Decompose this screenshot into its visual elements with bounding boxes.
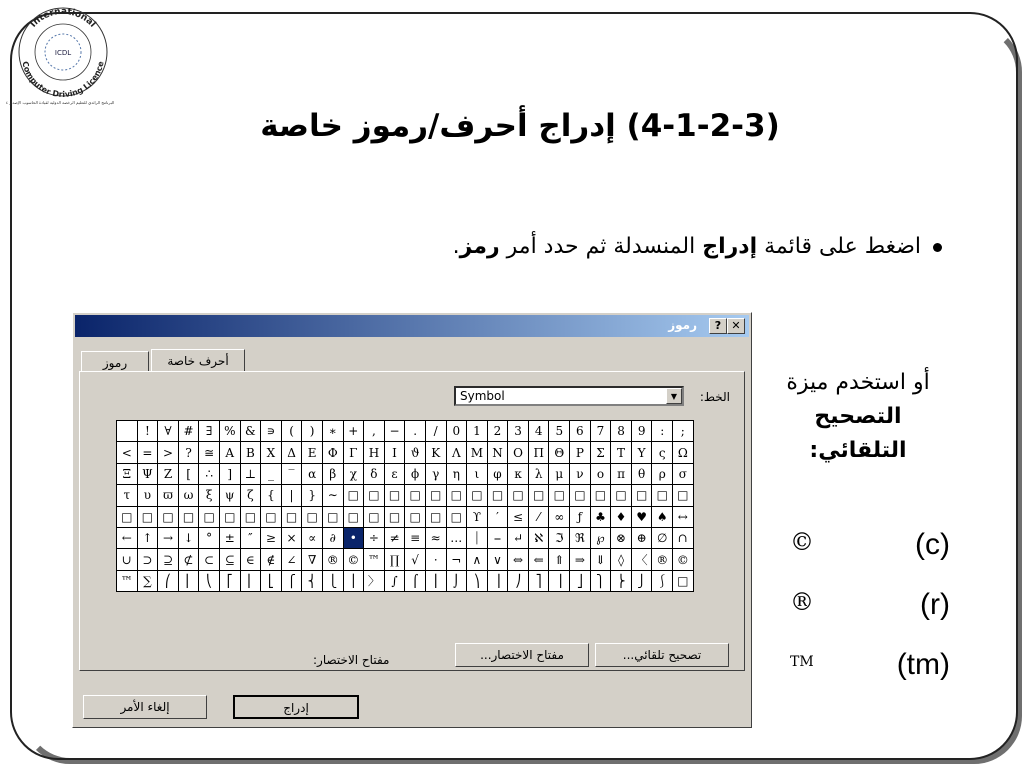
symbol-cell[interactable]: ♥ <box>631 506 652 527</box>
symbol-cell[interactable]: Ρ <box>570 442 591 463</box>
symbol-cell[interactable]: ◊ <box>611 549 632 570</box>
symbol-cell[interactable]: □ <box>467 485 488 506</box>
symbol-cell[interactable] <box>117 421 138 442</box>
symbol-cell[interactable]: η <box>446 463 467 484</box>
symbol-cell[interactable]: ⎢ <box>240 570 261 591</box>
symbol-cell[interactable]: ♦ <box>611 506 632 527</box>
symbol-cell[interactable]: Φ <box>322 442 343 463</box>
symbol-grid-row <box>117 421 694 442</box>
symbol-cell[interactable]: β <box>322 463 343 484</box>
symbol-cell[interactable]: ℘ <box>590 527 611 548</box>
svg-text:International <box>29 7 98 30</box>
symbol-cell[interactable]: □ <box>528 485 549 506</box>
symbol-cell[interactable]: ≅ <box>199 442 220 463</box>
symbol-cell[interactable]: ϖ <box>158 485 179 506</box>
symbol-cell[interactable]: ∫ <box>384 570 405 591</box>
help-button[interactable]: ? <box>709 318 727 334</box>
symbol-cell[interactable]: Α <box>219 442 240 463</box>
symbol-cell[interactable]: ∇ <box>302 549 323 570</box>
symbol-cell[interactable]: … <box>446 527 467 548</box>
svg-text:Computer Driving Licence <box>20 60 105 99</box>
symbol-cell[interactable]: ⇒ <box>570 549 591 570</box>
symbol-cell[interactable]: □ <box>631 485 652 506</box>
symbol-cell[interactable]: 8 <box>611 421 632 442</box>
symbol-cell[interactable]: ‾ <box>281 463 302 484</box>
symbol-cell[interactable]: □ <box>384 485 405 506</box>
autocorrect-note-line-2: التصحيح <box>814 404 902 429</box>
symbol-cell-selected[interactable]: • <box>343 527 364 548</box>
symbol-cell[interactable]: □ <box>673 485 694 506</box>
symbol-cell[interactable]: ] <box>219 463 240 484</box>
icdl-logo <box>8 4 118 112</box>
symbol-cell[interactable]: ⊄ <box>178 549 199 570</box>
symbol-cell[interactable]: ∝ <box>302 527 323 548</box>
symbol-cell[interactable]: □ <box>117 506 138 527</box>
symbol-cell[interactable]: Ν <box>487 442 508 463</box>
bullet-dot-icon <box>933 243 942 252</box>
symbol-cell[interactable]: ⊥ <box>240 463 261 484</box>
symbol-cell[interactable]: ∀ <box>158 421 179 442</box>
symbol-cell[interactable]: 5 <box>549 421 570 442</box>
symbol-cell[interactable]: + <box>343 421 364 442</box>
symbol-cell[interactable]: > <box>158 442 179 463</box>
instruction-bullet <box>453 234 942 259</box>
symbol-cell[interactable]: 〈 <box>631 549 652 570</box>
symbol-cell[interactable]: ϕ <box>405 463 426 484</box>
symbol-cell[interactable]: ⎭ <box>631 570 652 591</box>
symbol-cell[interactable]: ∼ <box>322 485 343 506</box>
symbol-cell[interactable]: ϒ <box>467 506 488 527</box>
registered-symbol: ® <box>790 588 814 616</box>
symbol-cell[interactable]: ⇔ <box>508 549 529 570</box>
symbol-cell[interactable]: Ε <box>302 442 323 463</box>
symbol-cell[interactable]: ⊇ <box>158 549 179 570</box>
symbol-cell[interactable]: ⁄ <box>528 506 549 527</box>
symbol-cell[interactable]: ∴ <box>199 463 220 484</box>
symbol-cell[interactable]: 6 <box>570 421 591 442</box>
symbol-cell[interactable]: ↵ <box>508 527 529 548</box>
symbol-cell[interactable]: ≥ <box>261 527 282 548</box>
symbol-grid-row <box>117 527 694 548</box>
symbol-cell[interactable]: α <box>302 463 323 484</box>
autocorrect-row-registered <box>790 588 950 628</box>
symbol-cell[interactable]: 3 <box>508 421 529 442</box>
symbol-cell[interactable]: ↑ <box>137 527 158 548</box>
symbol-cell[interactable]: ⎦ <box>570 570 591 591</box>
symbol-cell[interactable]: ⎣ <box>261 570 282 591</box>
symbol-cell[interactable]: ∧ <box>467 549 488 570</box>
symbol-cell[interactable]: ⎤ <box>528 570 549 591</box>
symbol-cell[interactable]: Θ <box>549 442 570 463</box>
symbol-cell[interactable]: Γ <box>343 442 364 463</box>
symbol-cell[interactable]: ™ <box>117 570 138 591</box>
symbol-grid-row <box>117 570 694 591</box>
symbol-cell[interactable]: ∑ <box>137 570 158 591</box>
symbol-cell[interactable]: ≤ <box>508 506 529 527</box>
symbol-cell[interactable]: ƒ <box>570 506 591 527</box>
symbol-cell[interactable]: ( <box>281 421 302 442</box>
font-label: الخط: <box>699 390 730 404</box>
symbol-cell[interactable]: □ <box>549 485 570 506</box>
symbol-cell[interactable]: ι <box>467 463 488 484</box>
symbol-cell[interactable]: χ <box>343 463 364 484</box>
symbol-cell[interactable]: Υ <box>631 442 652 463</box>
symbol-cell[interactable]: □ <box>261 506 282 527</box>
symbol-cell[interactable]: ⌠ <box>405 570 426 591</box>
bullet-text-1: اضغط على قائمة <box>757 234 921 259</box>
symbol-grid-row <box>117 463 694 484</box>
symbol-cell[interactable]: × <box>281 527 302 548</box>
logo-center-text: ICDL <box>54 49 72 57</box>
symbol-cell[interactable]: Δ <box>281 442 302 463</box>
symbol-cell[interactable]: □ <box>570 485 591 506</box>
symbol-cell[interactable]: □ <box>281 506 302 527</box>
symbol-cell[interactable]: ς <box>652 442 673 463</box>
copyright-symbol: © <box>790 528 814 556</box>
symbol-grid-row <box>117 549 694 570</box>
symbol-cell[interactable]: Ω <box>673 442 694 463</box>
symbol-cell[interactable]: ⇓ <box>590 549 611 570</box>
symbol-cell[interactable]: ∩ <box>673 527 694 548</box>
symbol-cell[interactable]: _ <box>261 463 282 484</box>
symbol-cell[interactable]: □ <box>405 485 426 506</box>
symbol-cell[interactable]: ⊗ <box>611 527 632 548</box>
bullet-text-2: المنسدلة ثم حدد أمر <box>499 234 703 259</box>
symbol-cell[interactable]: υ <box>137 485 158 506</box>
autocorrect-note-line-3: التلقائي: <box>809 438 907 463</box>
symbol-cell[interactable]: □ <box>364 506 385 527</box>
symbol-cell[interactable]: ζ <box>240 485 261 506</box>
symbol-grid-row <box>117 442 694 463</box>
symbol-cell[interactable]: τ <box>117 485 138 506</box>
symbol-cell[interactable]: ⌡ <box>446 570 467 591</box>
symbol-cell[interactable]: ∂ <box>322 527 343 548</box>
symbol-cell[interactable]: ε <box>384 463 405 484</box>
dialog-title: رموز <box>668 318 697 332</box>
symbol-cell[interactable]: ← <box>117 527 138 548</box>
symbol-cell[interactable]: ∉ <box>261 549 282 570</box>
symbol-cell[interactable]: ⎰ <box>652 570 673 591</box>
insert-button[interactable]: إدراج <box>233 695 359 719</box>
symbol-cell[interactable]: Τ <box>611 442 632 463</box>
bullet-text-end: . <box>452 234 460 259</box>
symbol-cell[interactable]: φ <box>487 463 508 484</box>
symbol-cell[interactable]: ? <box>178 442 199 463</box>
tab-special-characters[interactable]: أحرف خاصة <box>151 349 245 372</box>
symbol-cell[interactable]: ⊕ <box>631 527 652 548</box>
symbol-cell[interactable]: □ <box>652 485 673 506</box>
symbol-cell[interactable]: γ <box>425 463 446 484</box>
symbol-cell[interactable]: □ <box>425 485 446 506</box>
symbol-cell[interactable]: ⎯ <box>487 527 508 548</box>
symbol-cell[interactable]: ⎞ <box>467 570 488 591</box>
symbol-cell[interactable]: Χ <box>261 442 282 463</box>
symbol-cell[interactable]: θ <box>631 463 652 484</box>
symbol-cell[interactable]: □ <box>508 485 529 506</box>
symbol-cell[interactable]: ≡ <box>405 527 426 548</box>
trademark-symbol: TM <box>790 654 814 670</box>
symbol-cell[interactable]: ∏ <box>384 549 405 570</box>
symbol-cell[interactable]: % <box>219 421 240 442</box>
symbol-cell[interactable]: ∞ <box>549 506 570 527</box>
symbol-cell[interactable]: ⇐ <box>528 549 549 570</box>
symbol-cell[interactable]: ∠ <box>281 549 302 570</box>
symbol-cell[interactable]: ♠ <box>652 506 673 527</box>
bullet-text-insert: إدراج <box>702 234 758 259</box>
registered-keys: (r) <box>920 588 950 621</box>
symbol-cell[interactable]: ⋅ <box>425 549 446 570</box>
symbol-cell[interactable]: 7 <box>590 421 611 442</box>
symbol-cell[interactable]: < <box>117 442 138 463</box>
symbol-cell[interactable]: & <box>240 421 261 442</box>
symbol-cell[interactable]: ⎬ <box>611 570 632 591</box>
symbol-cell[interactable]: ≈ <box>425 527 446 548</box>
symbol-cell[interactable]: ÷ <box>364 527 385 548</box>
symbol-cell[interactable]: □ <box>673 570 694 591</box>
logo-bottom-text: Computer Driving Licence <box>20 60 106 100</box>
symbol-cell[interactable]: □ <box>446 506 467 527</box>
symbol-cell[interactable]: σ <box>673 463 694 484</box>
symbol-cell[interactable]: □ <box>322 506 343 527</box>
symbol-cell[interactable]: δ <box>364 463 385 484</box>
symbol-cell[interactable]: ® <box>652 549 673 570</box>
symbol-cell[interactable]: = <box>137 442 158 463</box>
symbol-cell[interactable]: ω <box>178 485 199 506</box>
font-select-value: Symbol <box>460 389 505 403</box>
symbol-cell[interactable]: ϑ <box>405 442 426 463</box>
copyright-keys: (c) <box>915 528 950 561</box>
symbol-cell[interactable]: □ <box>487 485 508 506</box>
trademark-keys: (tm) <box>896 648 950 681</box>
symbols-panel <box>79 371 745 671</box>
symbol-cell[interactable]: □ <box>446 485 467 506</box>
symbol-cell[interactable]: ∅ <box>652 527 673 548</box>
symbol-cell[interactable]: ⎥ <box>549 570 570 591</box>
symbol-cell[interactable]: Ψ <box>137 463 158 484</box>
logo-caption: البرنامج الرائدي للتعليم الرخصة الدولية لقيادة الحاسوب الإصدار ٤ <box>5 100 115 105</box>
close-button[interactable]: ✕ <box>727 318 745 334</box>
symbol-cell[interactable]: ⎪ <box>343 570 364 591</box>
symbol-cell[interactable]: ⇑ <box>549 549 570 570</box>
symbol-cell[interactable]: ↔ <box>673 506 694 527</box>
symbol-cell[interactable]: Μ <box>467 442 488 463</box>
symbol-cell[interactable]: ¬ <box>446 549 467 570</box>
symbol-cell[interactable]: □ <box>405 506 426 527</box>
symbol-cell[interactable]: ↓ <box>178 527 199 548</box>
symbol-cell[interactable]: Ι <box>384 442 405 463</box>
symbol-cell[interactable]: } <box>302 485 323 506</box>
tab-symbols[interactable]: رموز <box>81 351 149 372</box>
symbol-cell[interactable]: ) <box>302 421 323 442</box>
shortcut-key-label: مفتاح الاختصار: <box>313 653 390 667</box>
symbol-cell[interactable]: ν <box>570 463 591 484</box>
symbol-cell[interactable]: 0 <box>446 421 467 442</box>
symbol-cell[interactable]: ∍ <box>261 421 282 442</box>
cancel-button[interactable]: إلغاء الأمر <box>83 695 207 719</box>
symbol-cell[interactable]: □ <box>302 506 323 527</box>
symbol-cell[interactable]: □ <box>158 506 179 527</box>
symbol-cell[interactable]: / <box>425 421 446 442</box>
symbol-cell[interactable]: ⎟ <box>487 570 508 591</box>
autocorrect-button[interactable]: تصحيح تلقائي... <box>595 643 729 667</box>
symbol-cell[interactable]: λ <box>528 463 549 484</box>
symbol-cell[interactable]: ∗ <box>322 421 343 442</box>
symbol-cell[interactable]: μ <box>549 463 570 484</box>
symbol-cell[interactable]: ⎡ <box>219 570 240 591</box>
symbol-cell[interactable]: 4 <box>528 421 549 442</box>
symbol-cell[interactable]: √ <box>405 549 426 570</box>
symbol-cell[interactable]: ; <box>673 421 694 442</box>
symbol-cell[interactable]: Ο <box>508 442 529 463</box>
symbol-cell[interactable]: Ζ <box>158 463 179 484</box>
symbol-cell[interactable]: ℑ <box>549 527 570 548</box>
symbol-cell[interactable]: 9 <box>631 421 652 442</box>
symbol-cell[interactable]: | <box>281 485 302 506</box>
symbol-cell[interactable]: ♣ <box>590 506 611 527</box>
symbol-cell[interactable]: ∨ <box>487 549 508 570</box>
shortcut-key-button[interactable]: مفتاح الاختصار... <box>455 643 589 667</box>
symbol-cell[interactable]: . <box>405 421 426 442</box>
symbol-cell[interactable]: ⎩ <box>322 570 343 591</box>
symbol-cell[interactable]: ™ <box>364 549 385 570</box>
symbol-cell[interactable]: π <box>611 463 632 484</box>
symbol-cell[interactable]: Σ <box>590 442 611 463</box>
symbol-cell[interactable]: ! <box>137 421 158 442</box>
symbol-cell[interactable]: Β <box>240 442 261 463</box>
symbol-dialog <box>72 312 752 728</box>
symbol-cell[interactable]: □ <box>384 506 405 527</box>
symbol-cell[interactable]: ψ <box>219 485 240 506</box>
symbol-grid-row <box>117 485 694 506</box>
symbol-cell[interactable]: ± <box>219 527 240 548</box>
symbol-cell[interactable]: □ <box>137 506 158 527</box>
symbol-cell[interactable]: ® <box>322 549 343 570</box>
symbol-cell[interactable]: ⎧ <box>281 570 302 591</box>
symbol-cell[interactable]: ⊃ <box>137 549 158 570</box>
autocorrect-row-copyright <box>790 528 950 568</box>
symbol-cell[interactable]: ⊂ <box>199 549 220 570</box>
symbol-cell[interactable]: □ <box>343 485 364 506</box>
symbol-cell[interactable]: □ <box>199 506 220 527</box>
symbol-cell[interactable]: : <box>652 421 673 442</box>
symbol-grid <box>116 420 694 592</box>
symbol-cell[interactable]: 2 <box>487 421 508 442</box>
symbol-cell[interactable]: ⎫ <box>590 570 611 591</box>
symbol-cell[interactable]: κ <box>508 463 529 484</box>
symbol-cell[interactable]: ⎠ <box>508 570 529 591</box>
symbol-cell[interactable]: Η <box>364 442 385 463</box>
symbol-cell[interactable]: ⊆ <box>219 549 240 570</box>
symbol-cell[interactable]: ° <box>199 527 220 548</box>
symbol-cell[interactable]: { <box>261 485 282 506</box>
symbol-cell[interactable]: ⎮ <box>425 570 446 591</box>
symbol-cell[interactable]: 1 <box>467 421 488 442</box>
symbol-cell[interactable]: Λ <box>446 442 467 463</box>
symbol-cell[interactable]: # <box>178 421 199 442</box>
symbol-cell[interactable]: , <box>364 421 385 442</box>
symbol-cell[interactable]: ∈ <box>240 549 261 570</box>
bullet-text-symbol: رمز <box>459 234 500 259</box>
symbol-cell[interactable]: ο <box>590 463 611 484</box>
symbol-cell[interactable]: □ <box>343 506 364 527</box>
font-select[interactable] <box>454 386 684 406</box>
symbol-cell[interactable]: ℜ <box>570 527 591 548</box>
symbol-cell[interactable]: □ <box>178 506 199 527</box>
symbol-cell[interactable]: [ <box>178 463 199 484</box>
symbol-cell[interactable]: © <box>343 549 364 570</box>
symbol-grid-row <box>117 506 694 527</box>
autocorrect-note-line-1: أو استخدم ميزة <box>786 370 930 395</box>
symbol-cell[interactable]: ⎝ <box>199 570 220 591</box>
symbol-cell[interactable]: □ <box>219 506 240 527</box>
dialog-titlebar[interactable] <box>75 315 749 337</box>
symbol-cell[interactable]: © <box>673 549 694 570</box>
symbol-cell[interactable]: ⏐ <box>467 527 488 548</box>
symbol-cell[interactable]: ⎨ <box>302 570 323 591</box>
chevron-down-icon[interactable]: ▼ <box>666 388 682 404</box>
symbol-cell[interactable]: □ <box>590 485 611 506</box>
symbol-cell[interactable]: ⎜ <box>178 570 199 591</box>
symbol-cell[interactable]: 〉 <box>364 570 385 591</box>
autocorrect-row-trademark <box>790 648 950 688</box>
logo-top-text: International <box>28 6 98 30</box>
symbol-cell[interactable]: ∪ <box>117 549 138 570</box>
symbol-cell[interactable]: ⎛ <box>158 570 179 591</box>
symbol-cell[interactable]: ≠ <box>384 527 405 548</box>
symbol-cell[interactable]: → <box>158 527 179 548</box>
autocorrect-note <box>748 366 968 468</box>
symbol-cell[interactable]: − <box>384 421 405 442</box>
symbol-cell[interactable]: Π <box>528 442 549 463</box>
symbol-cell[interactable]: □ <box>240 506 261 527</box>
symbol-cell[interactable]: ″ <box>240 527 261 548</box>
symbol-cell[interactable]: □ <box>425 506 446 527</box>
symbol-cell[interactable]: ξ <box>199 485 220 506</box>
symbol-cell[interactable]: □ <box>611 485 632 506</box>
symbol-cell[interactable]: ρ <box>652 463 673 484</box>
symbol-cell[interactable]: ℵ <box>528 527 549 548</box>
symbol-cell[interactable]: Κ <box>425 442 446 463</box>
symbol-cell[interactable]: □ <box>364 485 385 506</box>
slide-title: (4-1-2-3) إدراج أحرف/رموز خاصة <box>260 108 780 144</box>
symbol-cell[interactable]: ∃ <box>199 421 220 442</box>
symbol-cell[interactable]: Ξ <box>117 463 138 484</box>
symbol-cell[interactable]: ′ <box>487 506 508 527</box>
